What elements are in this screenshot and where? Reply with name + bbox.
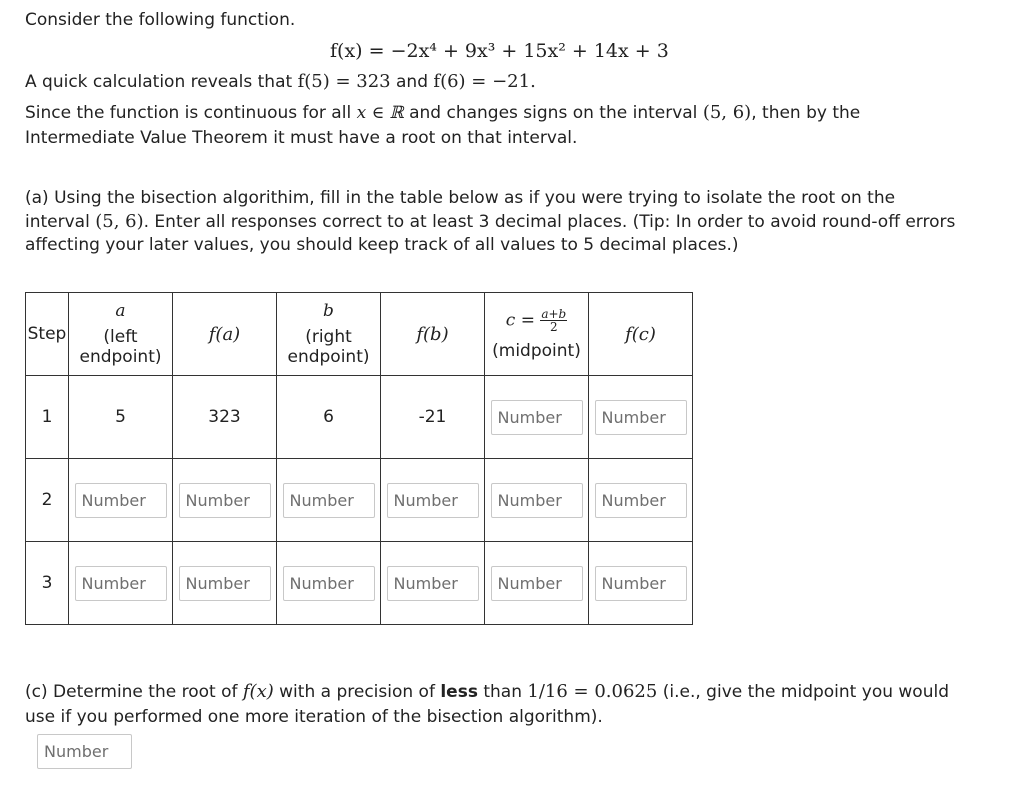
- header-c-symbol: c =: [505, 310, 535, 330]
- part-c-answer-input[interactable]: [37, 734, 132, 769]
- part-c-precision: 1/16 = 0.0625: [527, 681, 658, 702]
- part-c-line-1: [25, 681, 949, 702]
- header-a-desc-1: (left: [103, 327, 138, 347]
- part-a-interval: (5, 6): [95, 211, 144, 232]
- row1-b: 6: [277, 376, 381, 459]
- row3-fa-cell: [173, 542, 277, 625]
- row2-fc-cell: [589, 459, 693, 542]
- intro-text: Consider the following function.: [25, 10, 296, 30]
- row3-step: 3: [26, 542, 69, 625]
- header-b: [277, 293, 381, 376]
- header-c-numerator: a+b: [541, 306, 567, 321]
- row3-c-input[interactable]: [491, 566, 583, 601]
- header-fb-label: f(b): [416, 323, 449, 345]
- row1-fc-cell: [589, 376, 693, 459]
- calc-f6: f(6) = −21.: [433, 71, 536, 92]
- ivt-prefix: Since the function is continuous for all: [25, 103, 352, 123]
- row3-fb-input[interactable]: [387, 566, 479, 601]
- header-c: [485, 293, 589, 376]
- row2-step: 2: [26, 459, 69, 542]
- bisection-table: [25, 292, 693, 625]
- part-c-bold-less: less: [440, 682, 478, 702]
- row2-fa-cell: [173, 459, 277, 542]
- header-c-fraction: [540, 308, 567, 333]
- header-b-desc-1: (right: [305, 327, 352, 347]
- row2-fb-input[interactable]: [387, 483, 479, 518]
- part-a-line-1: (a) Using the bisection algorithim, fill in the table below as if you were trying to isolate the root on the: [25, 188, 896, 208]
- header-fa: [173, 293, 277, 376]
- calc-f5: f(5) = 323: [297, 71, 391, 92]
- row3-fb-cell: [381, 542, 485, 625]
- part-c-mid-1: with a precision of: [279, 682, 435, 702]
- row3-c-cell: [485, 542, 589, 625]
- row2-fb-cell: [381, 459, 485, 542]
- row2-a-cell: [69, 459, 173, 542]
- calc-prefix: A quick calculation reveals that: [25, 72, 293, 92]
- function-expression: f(x) = −2x⁴ + 9x³ + 15x² + 14x + 3: [330, 40, 669, 62]
- header-fb: [381, 293, 485, 376]
- row2-c-input[interactable]: [491, 483, 583, 518]
- ivt-suffix: , then by the: [751, 103, 861, 123]
- row3-fc-input[interactable]: [595, 566, 687, 601]
- ivt-interval: (5, 6): [702, 102, 752, 123]
- part-c-mid-2: than: [483, 682, 522, 702]
- row2-fc-input[interactable]: [595, 483, 687, 518]
- part-a-line-3: affecting your later values, you should keep track of all values to 5 decimal places.): [25, 235, 739, 255]
- row1-fc-input[interactable]: [595, 400, 687, 435]
- part-c-fx: f(x): [242, 681, 274, 702]
- table-row: [26, 459, 693, 542]
- row3-a-input[interactable]: [75, 566, 167, 601]
- part-a-line-2-suffix: . Enter all responses correct to at least 3 decimal places. (Tip: In order to avoid round-off errors: [143, 212, 956, 232]
- row3-fc-cell: [589, 542, 693, 625]
- header-fc: [589, 293, 693, 376]
- row1-c-cell: [485, 376, 589, 459]
- row1-fa: 323: [173, 376, 277, 459]
- header-a-symbol: a: [115, 301, 126, 321]
- row1-step: 1: [26, 376, 69, 459]
- calc-and: and: [396, 72, 428, 92]
- row2-b-input[interactable]: [283, 483, 375, 518]
- header-a: [69, 293, 173, 376]
- row2-b-cell: [277, 459, 381, 542]
- table-row: [26, 542, 693, 625]
- row1-c-input[interactable]: [491, 400, 583, 435]
- part-c-prefix: (c) Determine the root of: [25, 682, 238, 702]
- row2-fa-input[interactable]: [179, 483, 271, 518]
- header-c-desc: (midpoint): [492, 340, 581, 361]
- part-c-suffix: (i.e., give the midpoint you would: [662, 682, 949, 702]
- ivt-line-1: [25, 102, 860, 123]
- header-a-desc-2: endpoint): [79, 347, 162, 367]
- header-fa-label: f(a): [208, 323, 241, 345]
- header-b-desc-2: endpoint): [287, 347, 370, 367]
- row2-c-cell: [485, 459, 589, 542]
- header-fc-label: f(c): [625, 323, 656, 345]
- header-b-symbol: b: [323, 301, 334, 321]
- row3-b-input[interactable]: [283, 566, 375, 601]
- ivt-mid: and changes signs on the interval: [409, 103, 698, 123]
- row3-a-cell: [69, 542, 173, 625]
- header-step: [26, 293, 69, 376]
- row2-a-input[interactable]: [75, 483, 167, 518]
- row3-b-cell: [277, 542, 381, 625]
- table-header-row: [26, 293, 693, 376]
- ivt-line-2: Intermediate Value Theorem it must have a root on that interval.: [25, 128, 578, 148]
- ivt-domain: x ∈ ℝ: [356, 103, 404, 123]
- row1-fb: -21: [381, 376, 485, 459]
- header-step-label: Step: [27, 324, 67, 344]
- row3-fa-input[interactable]: [179, 566, 271, 601]
- part-a-interval-prefix: interval: [25, 212, 90, 232]
- row1-a: 5: [69, 376, 173, 459]
- part-a-line-2: [25, 211, 955, 232]
- part-c-line-2: use if you performed one more iteration of the bisection algorithm).: [25, 707, 603, 727]
- table-row: [26, 376, 693, 459]
- calculation-line: [25, 71, 536, 92]
- header-c-denominator: 2: [549, 319, 558, 334]
